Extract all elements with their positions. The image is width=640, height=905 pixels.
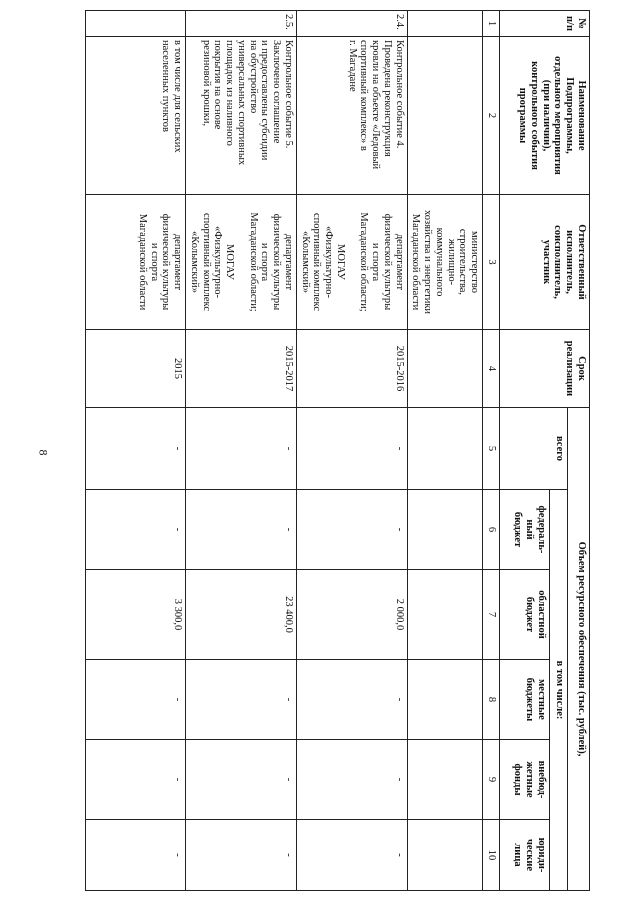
header-name: Наименование Подпрограммы, отдельного мероприятия (при наличии), контрольного события программы <box>500 37 590 195</box>
row-term <box>407 330 483 408</box>
row-legal: - <box>186 820 297 891</box>
table-row <box>186 11 297 891</box>
row-total: - <box>86 408 186 490</box>
header-including: в том числе: <box>550 490 568 891</box>
column-number-row <box>483 11 500 891</box>
row-local: - <box>86 660 186 740</box>
header-total: всего <box>500 408 568 490</box>
table-row <box>86 11 186 891</box>
header-legal: юриди- ческие лица <box>500 820 550 891</box>
header-number: № п/п <box>500 11 590 37</box>
row-regional <box>407 570 483 660</box>
rotated-table-container <box>137 10 590 890</box>
row-regional: 2 000,0 <box>297 570 408 660</box>
column-number-cell: 9 <box>483 740 500 820</box>
row-name: в том числе для сельских населенных пунктов <box>86 37 186 195</box>
row-local: - <box>186 660 297 740</box>
header-local: местные бюджеты <box>500 660 550 740</box>
row-total: - <box>297 408 408 490</box>
column-number-cell: 7 <box>483 570 500 660</box>
row-number <box>86 11 186 37</box>
column-number-cell: 4 <box>483 330 500 408</box>
table-body <box>86 11 483 891</box>
header-offbudget: внебюд- жетные фонды <box>500 740 550 820</box>
row-total: - <box>186 408 297 490</box>
row-local: - <box>297 660 408 740</box>
row-regional: 23 400,0 <box>186 570 297 660</box>
table-row <box>297 11 408 891</box>
row-name: Контрольное событие 4. Проведена реконструкция кровли на объекте «Ледовый спортивный комплекс» в г. Магадане <box>297 37 408 195</box>
row-responsible: департамент физической культуры и спорта Магаданской области; МОГАУ «Физкультурно- спортивный комплекс «Колымский» <box>186 195 297 330</box>
table-row <box>407 11 483 891</box>
header-volume: Объем ресурсного обеспечения (тыс. рублей), <box>568 408 590 891</box>
row-term: 2015-2017 <box>186 330 297 408</box>
row-legal: - <box>86 820 186 891</box>
row-number: 2.5. <box>186 11 297 37</box>
row-regional: 3 300,0 <box>86 570 186 660</box>
column-number-cell: 5 <box>483 408 500 490</box>
row-offbudget: - <box>86 740 186 820</box>
row-number: 2.4. <box>297 11 408 37</box>
column-number-cell: 8 <box>483 660 500 740</box>
header-regional: областной бюджет <box>500 570 550 660</box>
row-name <box>407 37 483 195</box>
row-name: Контрольное событие 5. Заключено соглашение и предоставлены субсидии на обустройство универсальных спортивных площадок из наливного покрытия на основе резиновой крошки, <box>186 37 297 195</box>
column-number-cell: 10 <box>483 820 500 891</box>
row-federal <box>407 490 483 570</box>
row-federal: - <box>186 490 297 570</box>
row-legal: - <box>297 820 408 891</box>
column-number-cell: 3 <box>483 195 500 330</box>
column-number-cell: 2 <box>483 37 500 195</box>
row-term: 2015-2016 <box>297 330 408 408</box>
row-legal <box>407 820 483 891</box>
row-offbudget <box>407 740 483 820</box>
header-responsible: Ответственный исполнитель, соисполнитель, участник <box>500 195 590 330</box>
page-number: 8 <box>36 449 51 456</box>
row-responsible: департамент физической культуры и спорта Магаданской области <box>86 195 186 330</box>
row-federal: - <box>297 490 408 570</box>
row-number <box>407 11 483 37</box>
row-federal: - <box>86 490 186 570</box>
row-responsible: министерство строительства, жилищно- коммунального хозяйства и энергетики Магаданской области <box>407 195 483 330</box>
row-offbudget: - <box>297 740 408 820</box>
row-responsible: департамент физической культуры и спорта Магаданской области; МОГАУ «Физкультурно- спортивный комплекс «Колымский» <box>297 195 408 330</box>
header-federal: федераль- ный бюджет <box>500 490 550 570</box>
resource-table <box>85 10 590 891</box>
column-number-cell: 1 <box>483 11 500 37</box>
row-local <box>407 660 483 740</box>
header-term: Срок реализации <box>500 330 590 408</box>
row-term: 2015 <box>86 330 186 408</box>
row-total <box>407 408 483 490</box>
row-offbudget: - <box>186 740 297 820</box>
column-number-cell: 6 <box>483 490 500 570</box>
